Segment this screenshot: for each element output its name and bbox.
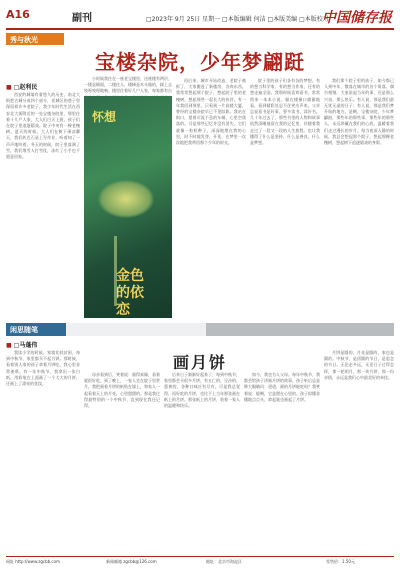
- bottom-col-4: 如今，我也为人父母。每年中秋节，我都会给孩子讲画月饼的故事。孩子听后总是睁大眼睛问：爸爸，画的月饼能吃吗？我笑着说：能啊，它是甜在心里的。孩子似懂非懂地点点头，拿起笔也画起了月饼。: [244, 372, 320, 402]
- bottom-col-1: 我读小学的时候，家境比较贫困，每到中秋节，家里都买不起月饼。那时候，看着别人家的孩子拿着月饼吃，我心里非常羡慕。有一年中秋节，我拿出一张白纸，用彩笔在上面画了一个大大的月饼，还画上了漂亮的花纹。: [6, 350, 80, 387]
- article-photo: [84, 96, 172, 318]
- top-col-2-head: 小时候我住在一座老宝楼里，这座楼有两层，一楼是铺面，二楼住人，楼梯是木头做的，踩上去吱呀吱呀地响。楼里住着好几户人家，每家都有自: [84, 76, 172, 94]
- footer-website: 网址 http://www.zgcbb.com: [6, 559, 60, 564]
- top-col-1: 西安的城墙有着悠久的历史，南北大街把古城分成四个部分，老城区的巷子里保留着许多老院子。我少年时代生活在西安北大街附近的一处宝楼杂院里，那里住着十几户人家，大人们白天上班，孩子们在院子里追逐嬉戏。院子中央有一棵老槐树，夏天的时候，大人们在树下乘凉聊天，我们趴在石桌上写作业，听着知了一声声地叫着。冬天的时候，院子里落满了雪，我们堆雪人打雪仗，冻红了小手也不愿意回家。: [6, 92, 80, 160]
- top-col-4: 院子里的孩子们各有各的梦想。有的想当科学家，有的想当作家，还有的想走遍全国。我那时候喜欢看书，常常借来一本本小说，躲在楼梯口偷偷地看，看到精彩处忍不住笑出声来。父亲总说看书是好事，要多读书、读好书。几十年过去了，那些书里的人物和故事依然清晰地留在我的记忆里，伴随着我走过了一段又一段的人生旅程，也让我懂得了什么是坚持、什么是善良、什么是梦想。: [250, 78, 320, 146]
- paper-logo: 中国储存报: [322, 10, 392, 26]
- page-number: A16: [6, 8, 30, 21]
- page-footer: [6, 556, 394, 569]
- page-name: 副刊: [72, 13, 92, 24]
- photo-caption-bottom: 金色的依恋: [116, 268, 144, 318]
- photo-caption-top: 怀想: [92, 110, 117, 124]
- footer-email: 新闻邮箱 zgcbb@126.com: [106, 559, 157, 564]
- footer-address: 地址：北京市海淀区: [206, 559, 242, 564]
- top-article-author: ■ □赵利民: [6, 82, 37, 91]
- top-section-tag: 秀与秋光: [6, 33, 64, 45]
- bottom-article-author: ■ □马蓬伟: [6, 340, 37, 349]
- bottom-section-tag: 闲思随笔: [6, 323, 66, 336]
- bottom-col-5: 月饼是圆的，月亮是圆的，家也是圆的。中秋节，是团圆的节日，是思念的节日。无论走多远，无论日子过得怎样，那一轮明月，那一块月饼，那一份亲情，永远是我们心中最美好的牵挂。: [324, 350, 394, 380]
- page-header: [6, 6, 394, 30]
- footer-price: 零售价：1.50元: [326, 559, 355, 564]
- page-meta: □2023年 9月 25日 星期一 □本版编辑 何洁 □本版美编 □本版校对: [146, 16, 329, 23]
- top-col-5: 我们那个院子里的孩子，如今都已人到中年，散落在城市的各个角落。偶尔相聚，大家说起当年的事，还是那么兴奋，那么快乐。有人说，那是我们最无忧无虑的日子；有人说，那是我们梦开始的地方。是啊，宝楼杂院，少年梦翩跹，那些年的那些事，那些年的那些人，永远珍藏在我们的心底，温暖着我们走过漫长的岁月。每当夜深人静的时候，我总会想起那个院子，想起那棵老槐树，想起树下追逐嬉戏的身影。: [324, 78, 394, 146]
- top-col-3: 再后来，城市开始改造，老院子被拆了，大家搬进了新楼房，各奔东西。我常常想起那个院子，想起院子里的老槐树，想起那些一起长大的伙伴。有一年我回到那里，只看到一片高楼大厦，曾经的宝楼杂院早已不见踪影。我站在街口，望着川流不息的车辆，心里空落落的。可是那些记忆并没有消失，它们就像一粒粒种子，深深地埋在我的心里，时不时地发芽、开花，在梦里一次次地把我带回那个少年的时光。: [176, 78, 246, 146]
- bottom-col-3: 后来日子渐渐好起来了，每到中秋节，家里都会买很多月饼，有五仁的、豆沙的、蛋黄的，各种口味应有尽有。可是我总觉得，再好吃的月饼，也比不上当年那张画在纸上的月饼。那张纸上的月饼，装着一家人的温暖和快乐。: [164, 372, 240, 409]
- top-article-title: 宝楼杂院，少年梦翩跹: [95, 50, 305, 74]
- bottom-article-title: 画月饼: [172, 353, 227, 372]
- bottom-col-2: 母亲看到后，笑着说：画得真像，看着就很好吃。到了晚上，一家人坐在院子里赏月，我把画着月饼的纸贴在墙上，和家人一起看着天上的月亮，心里甜甜的。那是我过得最特别的一个中秋节，直到现在我还记得。: [84, 372, 160, 409]
